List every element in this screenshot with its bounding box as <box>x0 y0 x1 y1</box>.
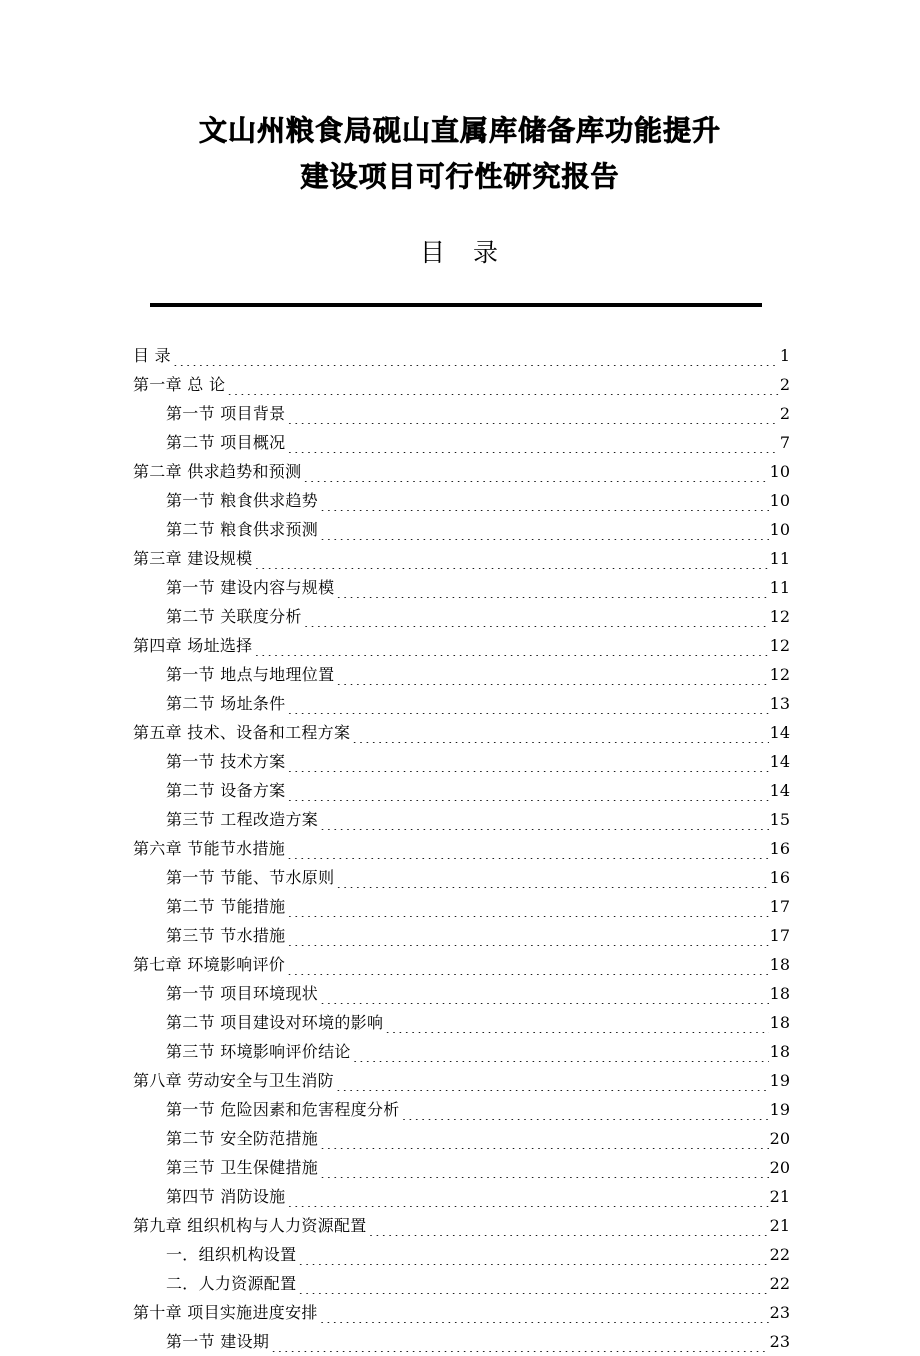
toc-dot-leader <box>385 1019 768 1033</box>
toc-entry-page-number: 11 <box>769 549 790 568</box>
toc-entry-page-number: 14 <box>769 781 790 800</box>
toc-entry[interactable] <box>133 341 790 370</box>
toc-entry-page-number: 12 <box>769 665 790 684</box>
toc-entry-label: 第二节 关联度分析 <box>166 607 302 626</box>
toc-entry-label: 第八章 劳动安全与卫生消防 <box>133 1071 334 1090</box>
toc-dot-leader <box>255 642 769 656</box>
toc-dot-leader <box>255 555 769 569</box>
toc-entry-label: 第四节 消防设施 <box>166 1187 286 1206</box>
toc-entry-page-number: 2 <box>779 404 790 423</box>
toc-entry-page-number: 16 <box>769 839 790 858</box>
toc-entry-label: 第三节 工程改造方案 <box>166 810 319 829</box>
toc-entry-label: 第一节 节能、节水原则 <box>166 868 335 887</box>
toc-heading-char-lu: 录 <box>473 238 501 267</box>
toc-entry[interactable] <box>166 573 790 602</box>
toc-entry[interactable] <box>133 1066 790 1095</box>
toc-dot-leader <box>288 700 769 714</box>
toc-entry[interactable] <box>133 631 790 660</box>
toc-entry-page-number: 14 <box>769 752 790 771</box>
toc-dot-leader <box>320 1135 769 1149</box>
toc-heading-char-mu: 目 <box>419 238 447 267</box>
toc-entry-page-number: 1 <box>779 346 790 365</box>
toc-entry[interactable] <box>166 805 790 834</box>
toc-entry[interactable] <box>133 1298 790 1327</box>
toc-entry-page-number: 7 <box>779 433 790 452</box>
toc-dot-leader <box>320 990 769 1004</box>
toc-entry-label: 目 录 <box>133 346 171 365</box>
toc-entry-page-number: 18 <box>769 1042 790 1061</box>
toc-entry-page-number: 20 <box>769 1129 790 1148</box>
toc-entry-page-number: 23 <box>769 1332 790 1351</box>
toc-entry-label: 第二节 安全防范措施 <box>166 1129 319 1148</box>
toc-dot-leader <box>353 1048 769 1062</box>
toc-entry[interactable] <box>166 1240 790 1269</box>
toc-dot-leader <box>303 468 768 482</box>
toc-dot-leader <box>288 439 779 453</box>
toc-entry-label: 第二节 项目概况 <box>166 433 286 452</box>
toc-entry[interactable] <box>166 776 790 805</box>
toc-entry[interactable] <box>166 689 790 718</box>
toc-entry-page-number: 15 <box>769 810 790 829</box>
toc-entry[interactable] <box>166 428 790 457</box>
toc-entry[interactable] <box>166 863 790 892</box>
toc-dot-leader <box>298 1280 768 1294</box>
toc-entry-label: 第二节 节能措施 <box>166 897 286 916</box>
toc-entry[interactable] <box>133 950 790 979</box>
toc-entry-label: 第九章 组织机构与人力资源配置 <box>133 1216 367 1235</box>
toc-dot-leader <box>369 1222 769 1236</box>
toc-entry-page-number: 23 <box>769 1303 790 1322</box>
toc-dot-leader <box>320 1164 769 1178</box>
toc-entry-page-number: 22 <box>769 1274 790 1293</box>
toc-entry-page-number: 18 <box>769 984 790 1003</box>
toc-entry-label: 第一节 建设期 <box>166 1332 270 1351</box>
toc-entry[interactable] <box>166 660 790 689</box>
toc-entry-page-number: 10 <box>769 491 790 510</box>
title-divider-rule <box>150 303 762 307</box>
toc-entry-page-number: 2 <box>779 375 790 394</box>
toc-entry[interactable] <box>166 921 790 950</box>
toc-entry[interactable] <box>166 747 790 776</box>
toc-entry[interactable] <box>166 1182 790 1211</box>
toc-entry-label: 第二节 项目建设对环境的影响 <box>166 1013 384 1032</box>
toc-dot-leader <box>288 758 769 772</box>
toc-entry-label: 第二章 供求趋势和预测 <box>133 462 302 481</box>
toc-entry-page-number: 12 <box>769 636 790 655</box>
toc-dot-leader <box>304 613 769 627</box>
toc-entry-page-number: 21 <box>769 1187 790 1206</box>
toc-dot-leader <box>287 845 769 859</box>
toc-entry[interactable] <box>166 515 790 544</box>
toc-entry-page-number: 20 <box>769 1158 790 1177</box>
document-title-line-1: 文山州粮食局砚山直属库储备库功能提升 <box>198 114 721 147</box>
toc-dot-leader <box>288 932 769 946</box>
toc-entry[interactable] <box>166 399 790 428</box>
document-title-line-2: 建设项目可行性研究报告 <box>300 160 620 193</box>
toc-dot-leader <box>352 729 768 743</box>
toc-entry-page-number: 13 <box>769 694 790 713</box>
toc-entry-label: 第一节 技术方案 <box>166 752 286 771</box>
toc-entry[interactable] <box>133 1211 790 1240</box>
toc-entry-page-number: 16 <box>769 868 790 887</box>
toc-dot-leader <box>288 410 779 424</box>
toc-entry[interactable] <box>166 1327 790 1356</box>
toc-entry-label: 二．人力资源配置 <box>166 1274 297 1293</box>
toc-dot-leader <box>288 787 769 801</box>
toc-entry-page-number: 14 <box>769 723 790 742</box>
toc-dot-leader <box>320 497 769 511</box>
table-of-contents <box>133 341 790 1356</box>
toc-entry[interactable] <box>133 718 790 747</box>
toc-dot-leader <box>336 584 768 598</box>
toc-entry[interactable] <box>133 370 790 399</box>
document-title <box>0 108 920 200</box>
toc-dot-leader <box>336 874 768 888</box>
toc-entry-page-number: 22 <box>769 1245 790 1264</box>
toc-entry[interactable] <box>166 1124 790 1153</box>
toc-entry-page-number: 11 <box>769 578 790 597</box>
toc-entry-label: 第三章 建设规模 <box>133 549 253 568</box>
toc-dot-leader <box>402 1106 769 1120</box>
toc-entry-label: 第五章 技术、设备和工程方案 <box>133 723 351 742</box>
toc-entry-label: 第一节 项目背景 <box>166 404 286 423</box>
toc-dot-leader <box>173 352 779 366</box>
toc-entry-label: 第一节 危险因素和危害程度分析 <box>166 1100 400 1119</box>
toc-entry[interactable] <box>133 544 790 573</box>
toc-entry[interactable] <box>166 1095 790 1124</box>
toc-dot-leader <box>287 961 769 975</box>
toc-entry-page-number: 10 <box>769 520 790 539</box>
toc-entry[interactable] <box>166 602 790 631</box>
toc-dot-leader <box>288 903 769 917</box>
toc-entry[interactable] <box>133 834 790 863</box>
toc-entry-label: 第一章 总 论 <box>133 375 226 394</box>
toc-entry-label: 第三节 环境影响评价结论 <box>166 1042 351 1061</box>
toc-entry-page-number: 18 <box>769 1013 790 1032</box>
toc-entry-label: 第二节 场址条件 <box>166 694 286 713</box>
toc-dot-leader <box>320 526 769 540</box>
toc-entry-label: 第一节 项目环境现状 <box>166 984 319 1003</box>
toc-entry[interactable] <box>166 1153 790 1182</box>
toc-entry-label: 第一节 建设内容与规模 <box>166 578 335 597</box>
toc-dot-leader <box>320 816 769 830</box>
toc-heading <box>0 236 920 270</box>
toc-entry-label: 一．组织机构设置 <box>166 1245 297 1264</box>
toc-entry[interactable] <box>166 486 790 515</box>
toc-entry-label: 第二节 粮食供求预测 <box>166 520 319 539</box>
toc-dot-leader <box>288 1193 769 1207</box>
toc-dot-leader <box>336 671 768 685</box>
toc-entry[interactable] <box>133 457 790 486</box>
toc-dot-leader <box>336 1077 769 1091</box>
toc-entry-label: 第十章 项目实施进度安排 <box>133 1303 318 1322</box>
toc-entry-label: 第六章 节能节水措施 <box>133 839 286 858</box>
toc-dot-leader <box>227 381 779 395</box>
toc-entry-label: 第三节 卫生保健措施 <box>166 1158 319 1177</box>
toc-entry-label: 第四章 场址选择 <box>133 636 253 655</box>
toc-entry[interactable] <box>166 892 790 921</box>
toc-entry[interactable] <box>166 1037 790 1066</box>
toc-entry-page-number: 19 <box>769 1100 790 1119</box>
toc-dot-leader <box>320 1309 769 1323</box>
toc-entry-label: 第七章 环境影响评价 <box>133 955 286 974</box>
toc-entry-page-number: 17 <box>769 926 790 945</box>
toc-dot-leader <box>271 1338 768 1352</box>
toc-entry-label: 第一节 地点与地理位置 <box>166 665 335 684</box>
toc-entry[interactable] <box>166 979 790 1008</box>
toc-entry[interactable] <box>166 1269 790 1298</box>
toc-entry-page-number: 17 <box>769 897 790 916</box>
toc-entry-label: 第二节 设备方案 <box>166 781 286 800</box>
toc-entry-label: 第一节 粮食供求趋势 <box>166 491 319 510</box>
toc-entry[interactable] <box>166 1008 790 1037</box>
toc-entry-page-number: 21 <box>769 1216 790 1235</box>
toc-entry-page-number: 12 <box>769 607 790 626</box>
toc-entry-page-number: 18 <box>769 955 790 974</box>
toc-dot-leader <box>298 1251 768 1265</box>
toc-entry-page-number: 10 <box>769 462 790 481</box>
toc-entry-page-number: 19 <box>769 1071 790 1090</box>
toc-entry-label: 第三节 节水措施 <box>166 926 286 945</box>
